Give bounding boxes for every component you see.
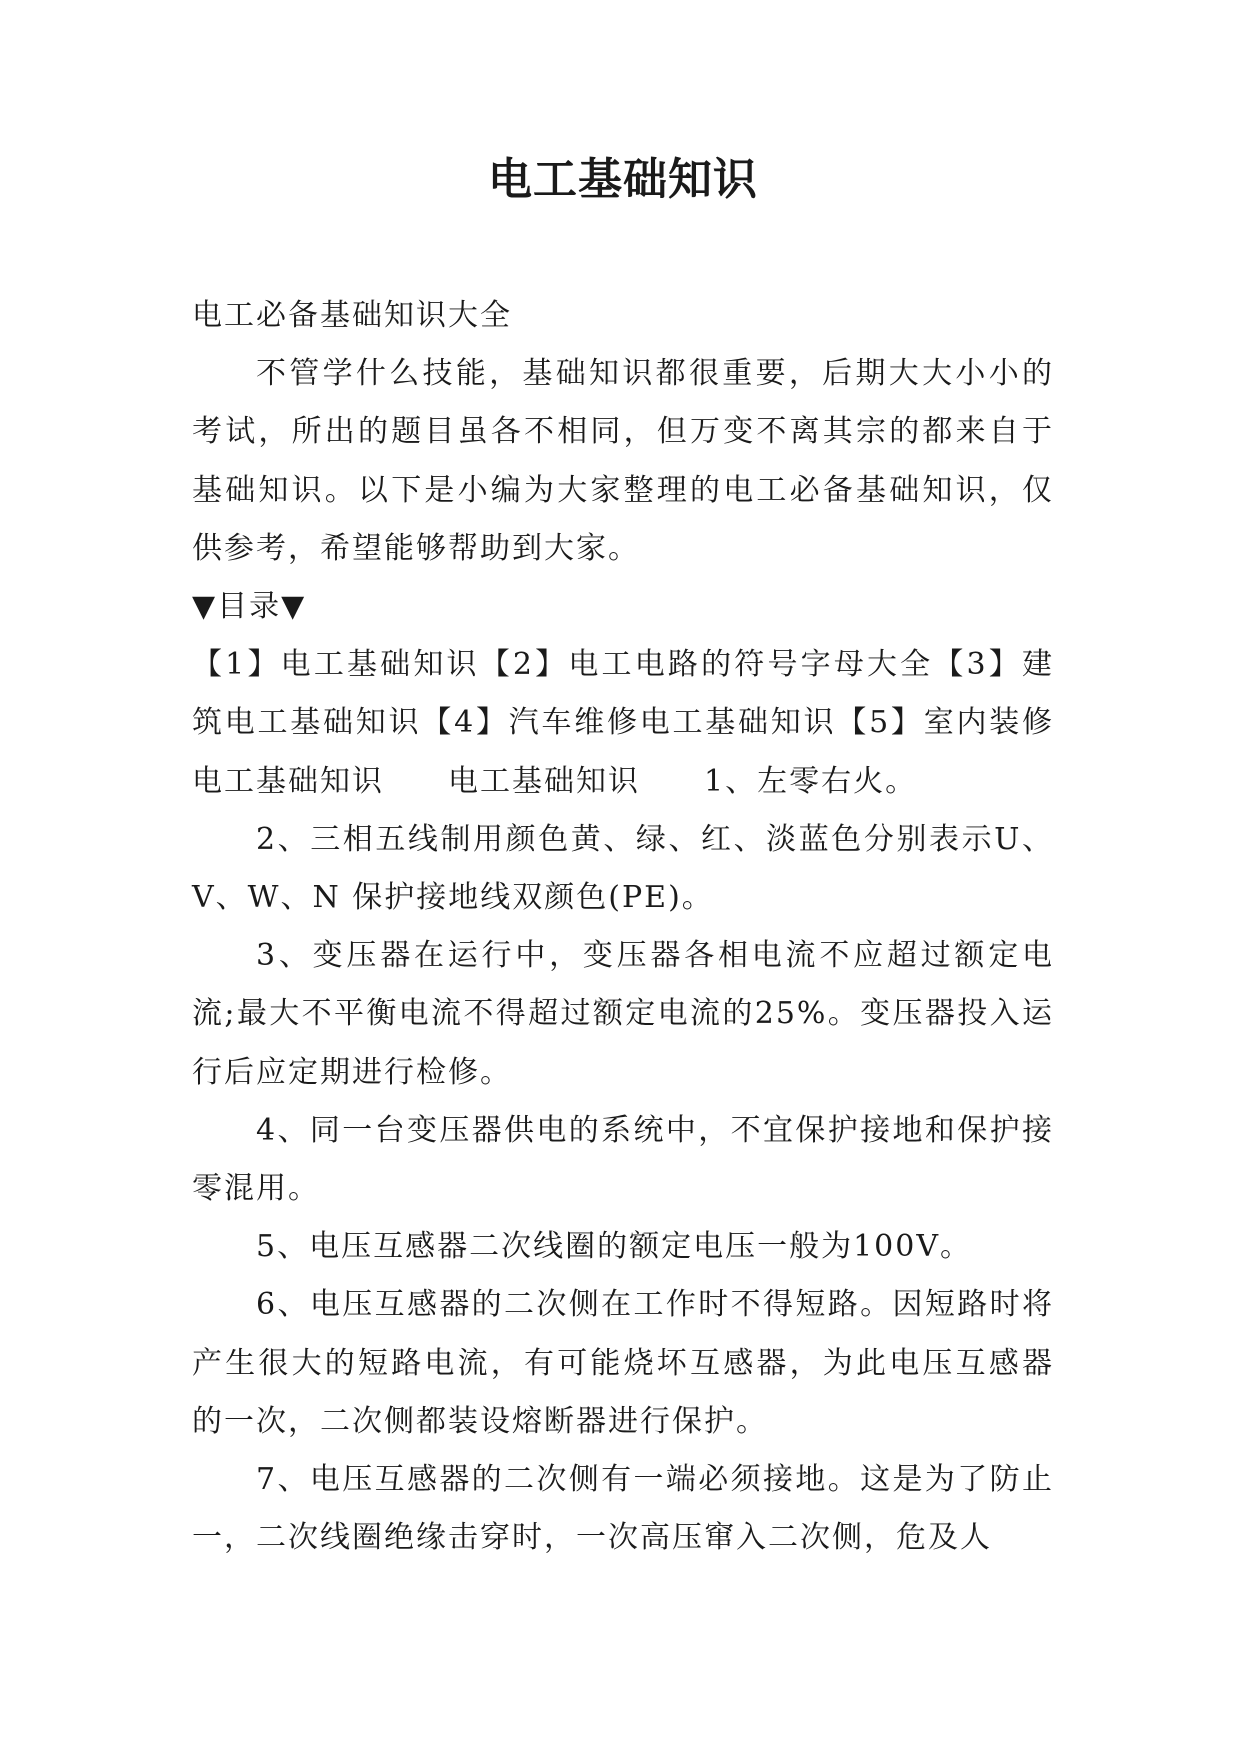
item-paragraph: 4、同一台变压器供电的系统中，不宜保护接地和保护接零混用。 [192,1112,1054,1207]
document-title: 电工基础知识 [488,154,758,205]
intro-paragraph: 不管学什么技能，基础知识都很重要，后期大大小小的考试，所出的题目虽各不相同，但万变不离其宗的都来自于基础知识。以下是小编为大家整理的电工必备基础知识，仅供参考，希望能够帮助到大家。 [192,356,1054,566]
document-body [192,287,1054,1567]
toc-heading: ▼目录▼ [192,589,307,625]
item-paragraph: 2、三相五线制用颜色黄、绿、红、淡蓝色分别表示U、V、W、N 保护接地线双颜色(PE)。 [192,821,1054,916]
document-subtitle: 电工必备基础知识大全 [192,298,512,333]
item-paragraph: 6、电压互感器的二次侧在工作时不得短路。因短路时将产生很大的短路电流，有可能烧坏互感器，为此电压互感器的一次，二次侧都装设熔断器进行保护。 [192,1287,1054,1439]
item-paragraph: 7、电压互感器的二次侧有一端必须接地。这是为了防止一，二次线圈绝缘击穿时，一次高压窜入二次侧，危及人 [192,1462,1054,1556]
toc-line: 【1】电工基础知识【2】电工电路的符号字母大全【3】建筑电工基础知识【4】汽车维修电工基础知识【5】室内装修电工基础知识 电工基础知识 1、左零右火。 [192,647,1054,799]
item-paragraph: 5、电压互感器二次线圈的额定电压一般为100V。 [256,1229,973,1265]
item-paragraph: 3、变压器在运行中，变压器各相电流不应超过额定电流;最大不平衡电流不得超过额定电流的25%。变压器投入运行后应定期进行检修。 [192,938,1054,1090]
